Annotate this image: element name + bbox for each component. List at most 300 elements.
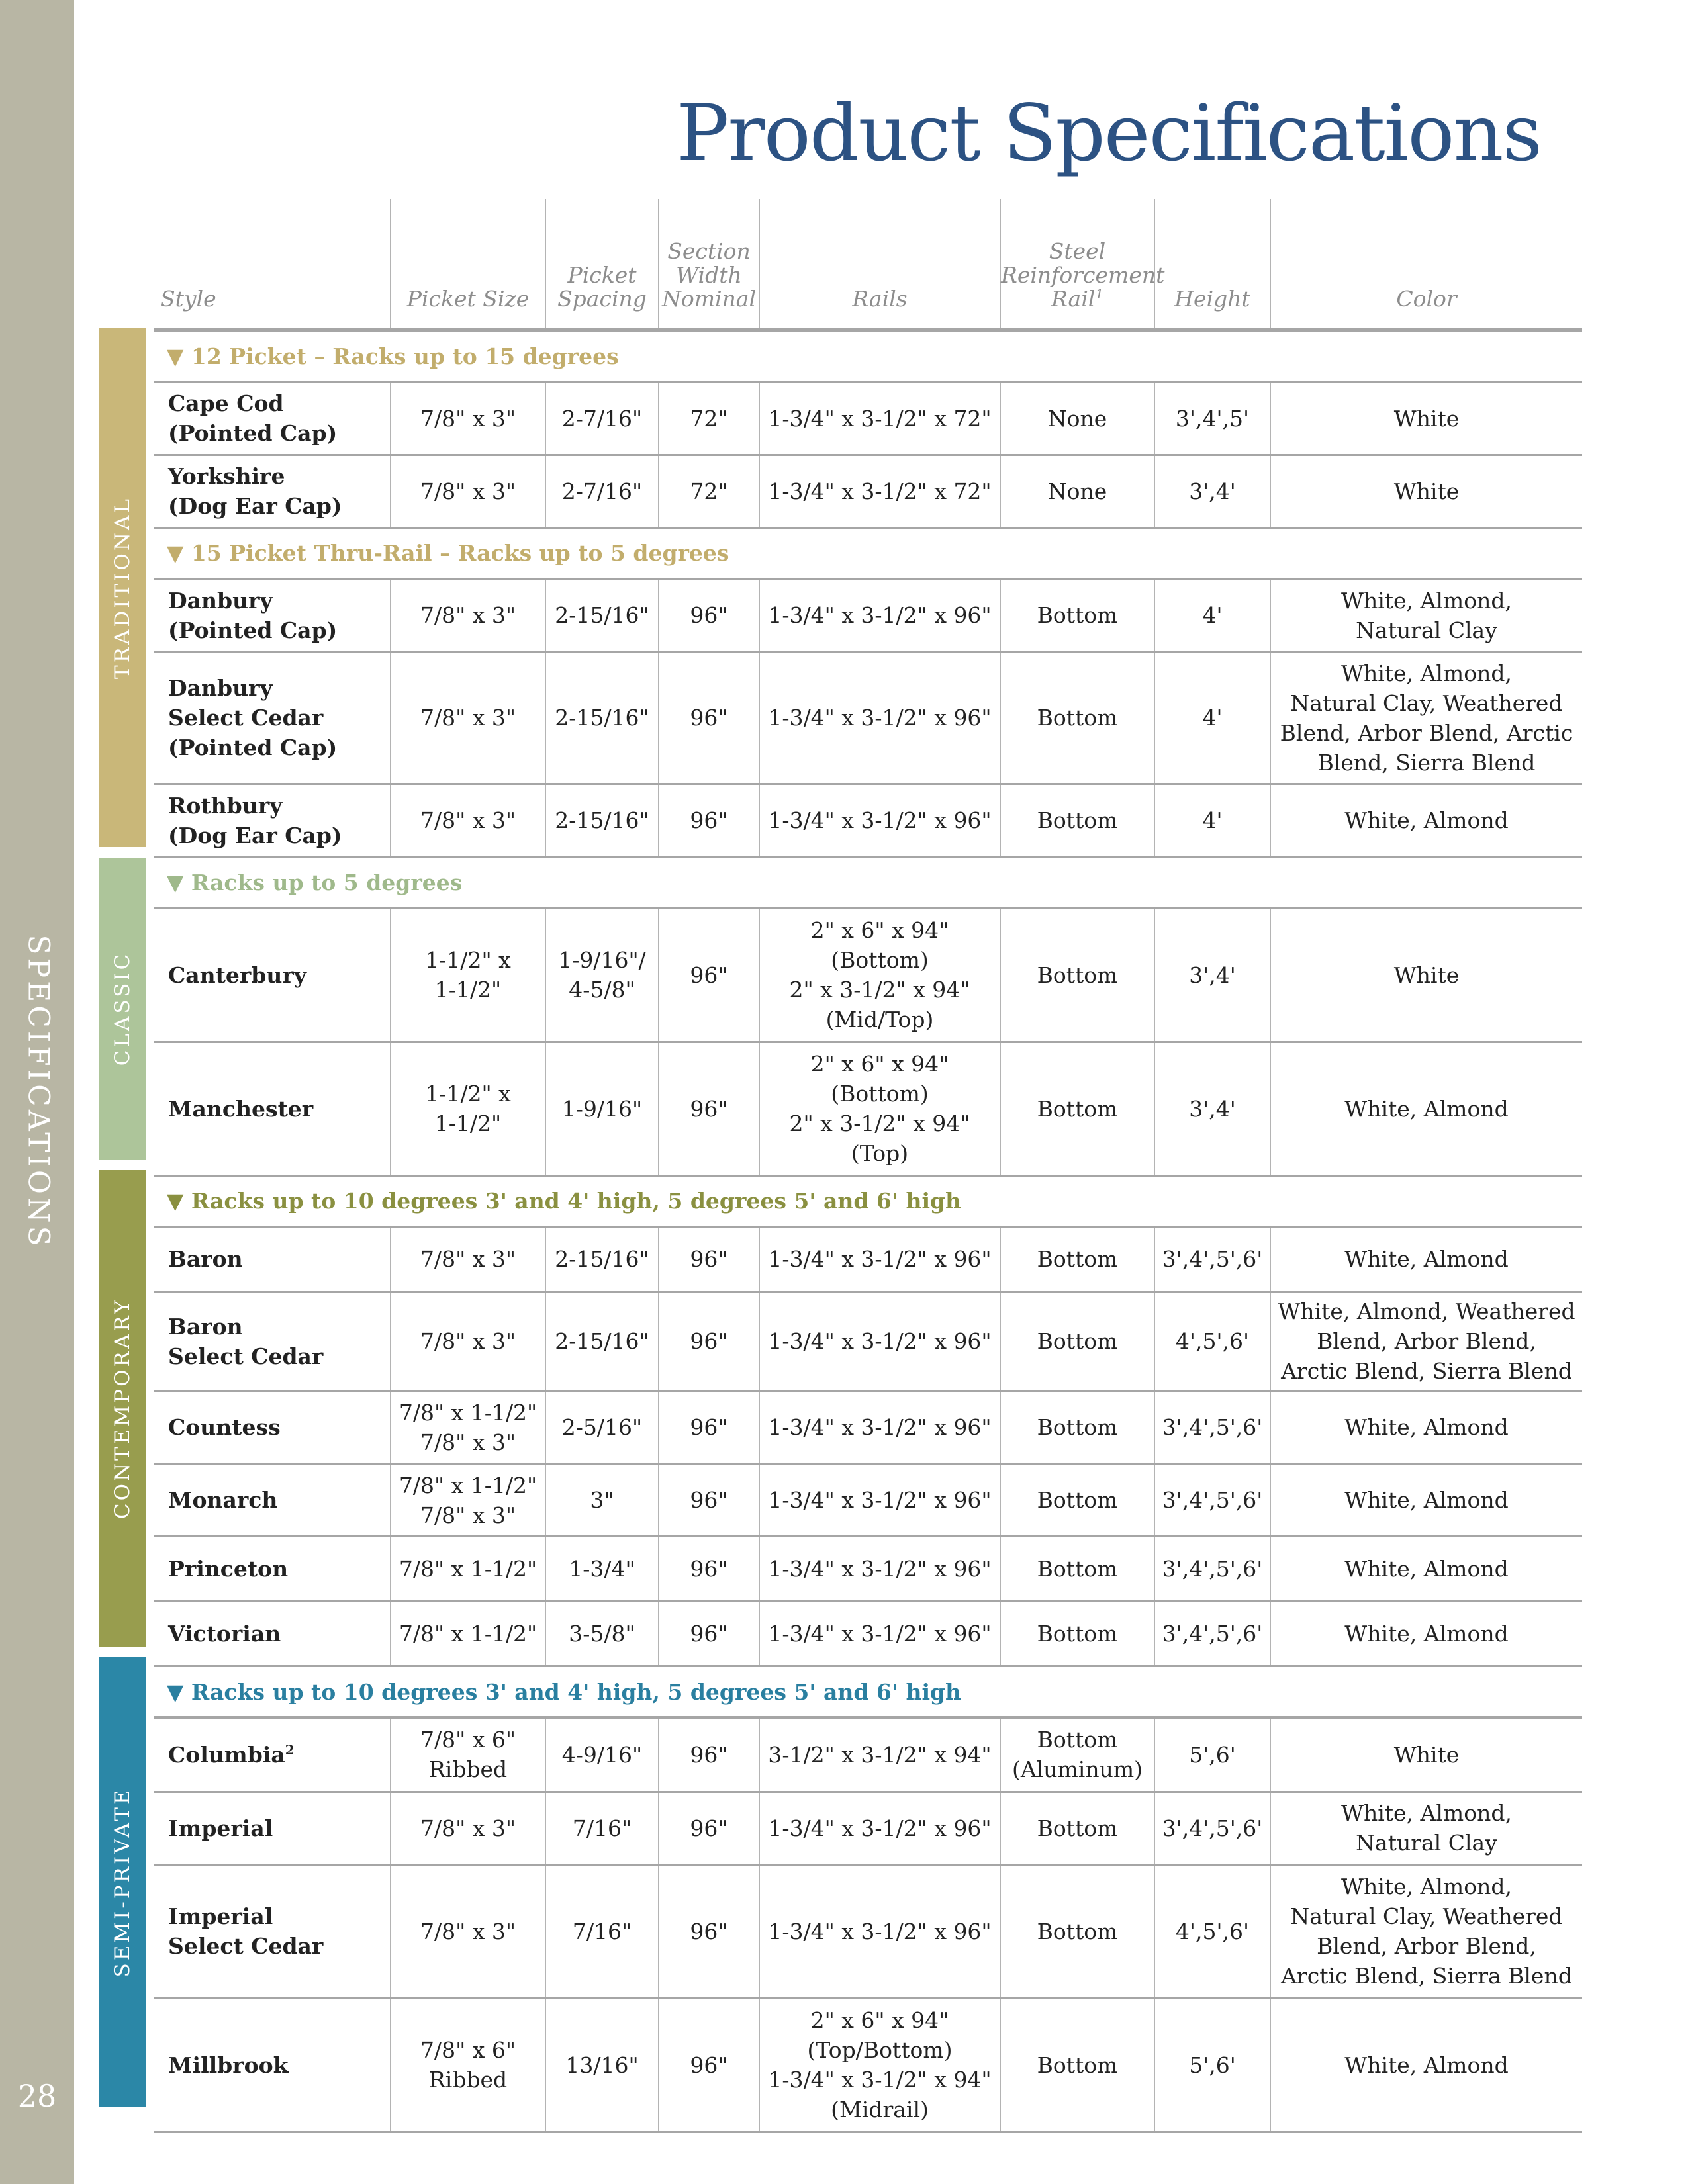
height-cell	[1154, 455, 1270, 527]
cell-line: 4-9/16"	[561, 1741, 643, 1768]
color-cell	[1270, 1227, 1582, 1292]
steel-rail-cell	[1000, 1998, 1154, 2132]
header-color	[1270, 199, 1582, 330]
page-number: 28	[17, 2078, 57, 2114]
picket-size-cell	[391, 1864, 545, 1998]
cell-line: White	[1393, 962, 1460, 988]
cell-line: White, Almond,	[1341, 587, 1512, 614]
header-height-text: Height	[1174, 286, 1250, 312]
table-row	[154, 1292, 1582, 1391]
category-traditional	[99, 328, 146, 847]
cell-text: 3',4'	[1189, 1095, 1236, 1122]
cell-line: 2" x 6" x 94"	[810, 917, 949, 944]
cell-text: 96"	[690, 1918, 728, 1944]
cell-text: 96"	[690, 2052, 728, 2078]
cell-line: Canterbury	[168, 962, 306, 988]
category-classic	[99, 858, 146, 1160]
color-cell	[1270, 1864, 1582, 1998]
header-section-line: Nominal	[661, 286, 757, 312]
cell-line: 3-1/2" x 3-1/2" x 94"	[768, 1741, 992, 1768]
cell-line: 1-3/4" x 3-1/2" x 96"	[768, 1328, 992, 1354]
section-width-cell	[659, 1464, 759, 1537]
picket-spacing-cell	[545, 1602, 659, 1666]
steel-rail-cell	[1000, 1042, 1154, 1175]
height-cell	[1154, 382, 1270, 455]
table-row	[154, 1391, 1582, 1464]
cell-line: None	[1047, 405, 1107, 432]
cell-line: Blend, Arbor Blend,	[1317, 1328, 1536, 1354]
cell-line: Natural Clay, Weathered	[1290, 1903, 1563, 1929]
cell-line: 1-3/4" x 3-1/2" x 96"	[768, 1815, 992, 1841]
cell-line: Baron	[168, 1246, 243, 1273]
picket-spacing-cell	[545, 1537, 659, 1602]
color-cell	[1270, 784, 1582, 857]
picket-spacing-cell	[545, 1391, 659, 1464]
cell-text: 4'	[1202, 807, 1223, 833]
picket-size-cell	[391, 1391, 545, 1464]
cell-line: (Top/Bottom)	[807, 2037, 953, 2063]
cell-line: Manchester	[168, 1095, 314, 1122]
picket-spacing-cell	[545, 1717, 659, 1792]
cell-line: 7/16"	[572, 1815, 632, 1841]
height-cell	[1154, 1391, 1270, 1464]
cell-line: White, Almond	[1344, 1487, 1509, 1513]
table-row	[154, 1602, 1582, 1666]
color-cell	[1270, 1602, 1582, 1666]
picket-spacing-cell	[545, 1227, 659, 1292]
header-rails-text: Rails	[852, 286, 908, 312]
group-header-row	[154, 1175, 1582, 1227]
picket-spacing-cell	[545, 908, 659, 1042]
cell-line: Victorian	[168, 1621, 281, 1647]
height-cell	[1154, 1464, 1270, 1537]
color-cell	[1270, 1464, 1582, 1537]
steel-rail-cell	[1000, 1464, 1154, 1537]
cell-line: 2-15/16"	[555, 1246, 649, 1273]
section-width-cell	[659, 1998, 759, 2132]
cell-text: 72"	[690, 478, 728, 504]
category-contemporary	[99, 1170, 146, 1647]
cell-line: White, Almond	[1344, 2052, 1509, 2078]
page-title: Product Specifications	[676, 87, 1541, 179]
rails-cell	[759, 652, 1000, 784]
cell-line: 1-3/4" x 3-1/2" x 72"	[768, 478, 992, 504]
cell-line: (Dog Ear Cap)	[168, 822, 342, 848]
cell-line: White	[1393, 405, 1460, 432]
cell-line: (Aluminum)	[1011, 1756, 1143, 1783]
cell-line: Columbia$^2$	[168, 1741, 295, 1768]
table-row	[154, 1792, 1582, 1864]
cell-line: 2-15/16"	[555, 602, 649, 629]
section-width-cell	[659, 1602, 759, 1666]
cell-text: 96"	[690, 962, 728, 988]
style-cell	[154, 1998, 391, 2132]
header-row	[154, 199, 1582, 330]
header-steel-text: Rail	[1051, 286, 1096, 312]
cell-line: Bottom	[1037, 1414, 1118, 1440]
group-header: ▼ Racks up to 10 degrees 3' and 4' high, 5 degrees 5' and 6' high	[154, 1666, 1582, 1718]
cell-line: 2-5/16"	[561, 1414, 643, 1440]
cell-line: 7/8" x 1-1/2"	[399, 1556, 538, 1582]
style-cell	[154, 455, 391, 527]
style-cell	[154, 1792, 391, 1864]
header-spacing-line: Picket	[567, 262, 637, 288]
cell-line: 1-3/4" x 3-1/2" x 94"	[768, 2067, 992, 2093]
cell-line: 7/8" x 1-1/2"	[399, 1472, 538, 1498]
header-style-text: Style	[160, 286, 216, 312]
cell-text: 96"	[690, 602, 728, 629]
cell-line: 3"	[590, 1487, 614, 1513]
cell-line: 1-3/4" x 3-1/2" x 96"	[768, 1556, 992, 1582]
header-steel-line: Steel	[1049, 238, 1106, 264]
cell-line: 7/8" x 3"	[420, 1815, 516, 1841]
style-cell	[154, 1717, 391, 1792]
rails-cell	[759, 1792, 1000, 1864]
cell-line: Blend, Arbor Blend,	[1317, 1933, 1536, 1959]
section-width-cell	[659, 908, 759, 1042]
steel-rail-cell	[1000, 1792, 1154, 1864]
header-spacing-line: Spacing	[557, 286, 647, 312]
section-width-cell	[659, 1792, 759, 1864]
cell-line: Cape Cod	[168, 390, 284, 417]
cell-text: 4'	[1202, 602, 1223, 629]
cell-line: (Pointed Cap)	[168, 735, 338, 760]
style-cell	[154, 908, 391, 1042]
style-cell	[154, 1292, 391, 1391]
rails-cell	[759, 1602, 1000, 1666]
picket-spacing-cell	[545, 382, 659, 455]
rails-cell	[759, 455, 1000, 527]
cell-line: Arctic Blend, Sierra Blend	[1281, 1963, 1572, 1989]
style-cell	[154, 1537, 391, 1602]
color-cell	[1270, 908, 1582, 1042]
group-header-row	[154, 1666, 1582, 1718]
cell-line: White, Almond,	[1341, 1874, 1512, 1899]
cell-line: 1-3/4" x 3-1/2" x 72"	[768, 405, 992, 432]
cell-line: 4-5/8"	[569, 977, 635, 1003]
cell-text: 96"	[690, 1815, 728, 1841]
cell-text: 3',4',5',6'	[1162, 1621, 1263, 1647]
cell-line: White, Almond,	[1341, 660, 1512, 686]
cell-line: 7/8" x 3"	[420, 1502, 516, 1528]
cell-line: 2-15/16"	[555, 807, 649, 833]
table-row	[154, 1717, 1582, 1792]
cell-line: 2" x 6" x 94"	[810, 2007, 949, 2033]
cell-text: 96"	[690, 1556, 728, 1582]
category-label-classic: CLASSIC	[111, 951, 134, 1066]
height-cell	[1154, 1227, 1270, 1292]
cell-line: Bottom	[1037, 1621, 1118, 1647]
group-header: ▼ 15 Picket Thru-Rail – Racks up to 5 degrees	[154, 527, 1582, 579]
color-cell	[1270, 1792, 1582, 1864]
section-width-cell	[659, 1864, 759, 1998]
picket-size-cell	[391, 1998, 545, 2132]
cell-line: Arctic Blend, Sierra Blend	[1281, 1358, 1572, 1384]
height-cell	[1154, 1292, 1270, 1391]
height-cell	[1154, 1537, 1270, 1602]
cell-line: 1-3/4" x 3-1/2" x 96"	[768, 807, 992, 833]
cell-text: 3',4',5',6'	[1162, 1246, 1263, 1273]
color-cell	[1270, 652, 1582, 784]
cell-line: Ribbed	[428, 1756, 508, 1783]
category-label-contemporary: CONTEMPORARY	[111, 1297, 134, 1520]
cell-line: 1-1/2"	[434, 1111, 502, 1136]
cell-line: Ribbed	[428, 2067, 508, 2093]
rails-cell	[759, 1717, 1000, 1792]
cell-line: 2-15/16"	[555, 1328, 649, 1354]
color-cell	[1270, 1292, 1582, 1391]
height-cell	[1154, 784, 1270, 857]
rails-cell	[759, 1227, 1000, 1292]
cell-line: 2-7/16"	[561, 478, 643, 504]
picket-size-cell	[391, 1227, 545, 1292]
cell-line: Bottom	[1037, 2052, 1118, 2078]
header-picket-spacing	[545, 199, 659, 330]
spec-table	[154, 199, 1582, 2133]
table-row	[154, 382, 1582, 455]
cell-line: 1-3/4" x 3-1/2" x 96"	[768, 1414, 992, 1440]
group-header: ▼ Racks up to 5 degrees	[154, 857, 1582, 909]
header-section-line: Section	[667, 238, 751, 264]
group-header-row	[154, 527, 1582, 579]
picket-spacing-cell	[545, 1864, 659, 1998]
style-cell	[154, 1042, 391, 1175]
rails-cell	[759, 382, 1000, 455]
section-width-cell	[659, 1292, 759, 1391]
style-cell	[154, 1864, 391, 1998]
cell-line: 2" x 3-1/2" x 94"	[789, 977, 970, 1003]
cell-line: White, Almond	[1344, 1621, 1509, 1647]
steel-rail-cell	[1000, 908, 1154, 1042]
section-width-cell	[659, 579, 759, 652]
table-row	[154, 652, 1582, 784]
cell-line: 7/8" x 3"	[420, 405, 516, 432]
cell-line: Bottom	[1037, 1328, 1118, 1354]
table-row	[154, 1464, 1582, 1537]
cell-line: (Dog Ear Cap)	[168, 493, 342, 519]
cell-line: 7/8" x 6"	[420, 2037, 516, 2063]
steel-rail-cell	[1000, 1537, 1154, 1602]
section-width-cell	[659, 1227, 759, 1292]
rails-cell	[759, 1464, 1000, 1537]
cell-line: Millbrook	[168, 2052, 289, 2078]
rails-cell	[759, 579, 1000, 652]
cell-line: 2" x 6" x 94"	[810, 1051, 949, 1077]
cell-text: 3',4'	[1189, 478, 1236, 504]
height-cell	[1154, 1717, 1270, 1792]
cell-line: White, Almond	[1344, 1095, 1509, 1122]
group-header: ▼ 12 Picket – Racks up to 15 degrees	[154, 330, 1582, 383]
table-row	[154, 455, 1582, 527]
picket-size-cell	[391, 455, 545, 527]
picket-size-cell	[391, 1602, 545, 1666]
header-steel-line	[1001, 287, 1154, 311]
section-label: SPECIFICATIONS	[21, 934, 56, 1250]
cell-line: 7/8" x 3"	[420, 705, 516, 731]
height-cell	[1154, 908, 1270, 1042]
picket-size-cell	[391, 784, 545, 857]
color-cell	[1270, 382, 1582, 455]
cell-line: 7/8" x 3"	[420, 602, 516, 629]
cell-line: Select Cedar	[168, 1343, 324, 1369]
cell-line: Natural Clay	[1356, 1830, 1497, 1856]
footnote-marker: 1	[1095, 286, 1104, 302]
cell-text: 96"	[690, 1741, 728, 1768]
picket-spacing-cell	[545, 1792, 659, 1864]
rails-cell	[759, 1864, 1000, 1998]
cell-line: Select Cedar	[168, 705, 324, 731]
group-header-row	[154, 857, 1582, 909]
cell-line: 3-5/8"	[569, 1621, 635, 1647]
section-width-cell	[659, 382, 759, 455]
category-label-semi-private: SEMI-PRIVATE	[111, 1787, 134, 1978]
cell-line: Baron	[168, 1313, 243, 1340]
cell-text: 96"	[690, 1246, 728, 1273]
style-cell	[154, 652, 391, 784]
cell-line: (Bottom)	[831, 947, 929, 974]
style-cell	[154, 1227, 391, 1292]
picket-size-cell	[391, 1464, 545, 1537]
cell-line: Bottom	[1037, 962, 1118, 988]
steel-rail-cell	[1000, 382, 1154, 455]
height-cell	[1154, 1602, 1270, 1666]
group-header: ▼ Racks up to 10 degrees 3' and 4' high, 5 degrees 5' and 6' high	[154, 1175, 1582, 1227]
height-cell	[1154, 1042, 1270, 1175]
header-color-text: Color	[1396, 286, 1457, 312]
cell-line: 1-3/4" x 3-1/2" x 96"	[768, 705, 992, 731]
cell-line: (Midrail)	[831, 2097, 929, 2122]
cell-line: 1-3/4" x 3-1/2" x 96"	[768, 1918, 992, 1944]
picket-spacing-cell	[545, 1464, 659, 1537]
cell-line: 1-9/16"/	[558, 947, 646, 974]
cell-text: 3',4',5'	[1175, 405, 1250, 432]
table-row	[154, 1227, 1582, 1292]
cell-line: Blend, Sierra Blend	[1317, 749, 1536, 776]
cell-line: Natural Clay	[1356, 617, 1497, 643]
cell-text: 3',4',5',6'	[1162, 1556, 1263, 1582]
picket-spacing-cell	[545, 1042, 659, 1175]
cell-line: Select Cedar	[168, 1933, 324, 1959]
cell-line: 1-1/2" x	[425, 947, 511, 974]
category-label-traditional: TRADITIONAL	[111, 496, 134, 679]
style-cell	[154, 579, 391, 652]
color-cell	[1270, 1717, 1582, 1792]
cell-line: 7/8" x 6"	[420, 1727, 516, 1753]
cell-text: 96"	[690, 1414, 728, 1440]
cell-line: 1-3/4" x 3-1/2" x 96"	[768, 602, 992, 629]
picket-spacing-cell	[545, 455, 659, 527]
picket-size-cell	[391, 579, 545, 652]
steel-rail-cell	[1000, 1602, 1154, 1666]
picket-size-cell	[391, 652, 545, 784]
picket-spacing-cell	[545, 1998, 659, 2132]
cell-line: (Top)	[851, 1140, 909, 1166]
steel-rail-cell	[1000, 1864, 1154, 1998]
table-row	[154, 579, 1582, 652]
cell-text: 72"	[690, 405, 728, 432]
cell-line: White, Almond, Weathered	[1278, 1298, 1575, 1324]
cell-line: White, Almond	[1344, 807, 1509, 833]
header-section-width	[659, 199, 759, 330]
cell-line: Countess	[168, 1414, 281, 1440]
cell-line: (Mid/Top)	[825, 1007, 934, 1033]
table-row	[154, 1042, 1582, 1175]
cell-line: Rothbury	[168, 792, 283, 819]
steel-rail-cell	[1000, 652, 1154, 784]
cell-line: Yorkshire	[168, 463, 285, 489]
cell-line: 7/8" x 1-1/2"	[399, 1399, 538, 1426]
style-cell	[154, 382, 391, 455]
cell-line: Bottom	[1037, 1727, 1118, 1753]
cell-text: 5',6'	[1189, 2052, 1236, 2078]
picket-size-cell	[391, 1717, 545, 1792]
picket-size-cell	[391, 382, 545, 455]
cell-line: 1-3/4" x 3-1/2" x 96"	[768, 1621, 992, 1647]
table-row	[154, 784, 1582, 857]
style-cell	[154, 1464, 391, 1537]
cell-line: Danbury	[168, 675, 273, 701]
color-cell	[1270, 1537, 1582, 1602]
header-picket-size	[391, 199, 545, 330]
cell-line: 7/8" x 3"	[420, 1918, 516, 1944]
picket-size-cell	[391, 1292, 545, 1391]
cell-line: Imperial	[168, 1903, 273, 1929]
cell-line: Bottom	[1037, 602, 1118, 629]
cell-text: 3',4',5',6'	[1162, 1414, 1263, 1440]
cell-line: 13/16"	[565, 2052, 639, 2078]
rails-cell	[759, 1391, 1000, 1464]
table-row	[154, 908, 1582, 1042]
steel-rail-cell	[1000, 579, 1154, 652]
steel-rail-cell	[1000, 1391, 1154, 1464]
cell-line: 7/8" x 3"	[420, 478, 516, 504]
cell-line: 7/8" x 3"	[420, 807, 516, 833]
table-row	[154, 1537, 1582, 1602]
cell-text: 96"	[690, 1328, 728, 1354]
header-height	[1154, 199, 1270, 330]
color-cell	[1270, 455, 1582, 527]
cell-line: Bottom	[1037, 705, 1118, 731]
cell-line: 2" x 3-1/2" x 94"	[789, 1111, 970, 1136]
table-row	[154, 1998, 1582, 2132]
cell-line: None	[1047, 478, 1107, 504]
style-cell	[154, 1391, 391, 1464]
height-cell	[1154, 652, 1270, 784]
cell-text: 4'	[1202, 705, 1223, 731]
cell-text: 96"	[690, 1621, 728, 1647]
cell-line: Bottom	[1037, 1095, 1118, 1122]
steel-rail-cell	[1000, 1717, 1154, 1792]
cell-line: (Bottom)	[831, 1081, 929, 1107]
color-cell	[1270, 1042, 1582, 1175]
section-width-cell	[659, 1042, 759, 1175]
height-cell	[1154, 1864, 1270, 1998]
rails-cell	[759, 784, 1000, 857]
cell-line: Natural Clay, Weathered	[1290, 690, 1563, 716]
steel-rail-cell	[1000, 455, 1154, 527]
header-steel-line: Reinforcement	[1001, 262, 1165, 288]
header-picket-size-text: Picket Size	[406, 286, 530, 312]
rails-cell	[759, 1042, 1000, 1175]
cell-text: 3',4',5',6'	[1162, 1815, 1263, 1841]
cell-line: White, Almond	[1344, 1556, 1509, 1582]
picket-size-cell	[391, 1042, 545, 1175]
cell-line: White	[1393, 478, 1460, 504]
footnote-marker: 2	[285, 1741, 295, 1758]
rails-cell	[759, 908, 1000, 1042]
style-cell	[154, 1602, 391, 1666]
cell-line: 1-1/2" x	[425, 1081, 511, 1107]
